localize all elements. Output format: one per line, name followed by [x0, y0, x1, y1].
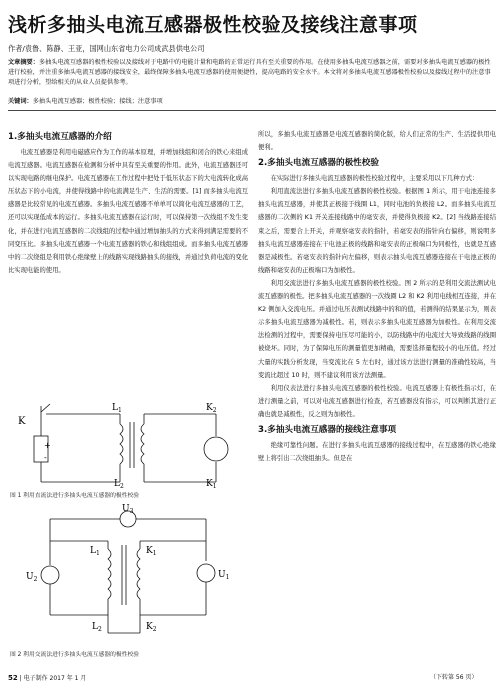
keywords-label: 关键词：	[8, 98, 33, 105]
label-u1: $U_1$	[218, 570, 230, 581]
paragraph-continued: 所以，多抽头电流互感器是电流互感器的简化版，给人们正常的生产、生活提供用电便利。	[258, 131, 496, 152]
section-heading-3: 3.多抽头电流互感器的接线注意事项	[258, 424, 397, 435]
left-column	[8, 128, 248, 277]
article-abstract	[8, 58, 496, 89]
label-minus: -	[44, 453, 47, 462]
figure-1-caption: 图 1 利用直流法进行多抽头电流互感器的极性校验	[10, 493, 140, 499]
article-authors: 作者/袁鲁、陈静、王亚，国网山东省电力公司成武县供电公司	[8, 44, 205, 53]
figure-1-diagram	[10, 402, 246, 490]
label-k1: $K_1$	[206, 479, 217, 490]
paragraph-ac-method: 利用交流法进行多抽头电流互感器的极性校验。图 2 所示的是利用交流法测试电流互感器的极性。把多抽头电流互感器的一次线圈 L2 和 K2 利用电线相互连接，并在 K2 侧加入交流电压。并通过电压表测试线路中的和的值，若测得的结果显示为，则表示多抽头电流互感器为减极性。若，则表示多抽头电流互感器为加极性。在利用交流法检测的过程中，需要保持电压尽可能的小，以防线路中的电流过大导致线路的线圈被烧坏。同时，为了保障电压的测量值更加精确，需要选择量程较小的电压值。经过大量的实践分析发现，当变流比在 5 左右时，通过该方法进行测量的准确性较高，当变流比超过 10 时，则不建议利用该方法测量。	[258, 279, 496, 379]
paragraph-intro: 电流互感器是利用电磁感应作为工作的基本原理，并增加线组和闭合的铁心来组成电流互感器。电流互感器在检测和分析中具有至关重要的作用。此外，电流互感器还可以实现电路的继电保护。电流互感器在工作过程中把处于低压状态下的大电流转化成高压状态下的小电流，并使得线路中的电流满足生产、生活的需要。[1] 而多抽头电流互感器是比较常见的电流互感器。多抽头电流互感器不单单可以简化电流互感器的工艺，还可以实现低成本的运行。多抽头电流互感器在运行时，可以保持第一次线组不发生变化，并在进行电流互感器的二次线组的过程中通过增加抽头的方式来得到满足需要的不同变压比。多抽头电流互感器一个电流互感器的铁心和线组组成。而多抽头电流互感器中的二次绕组是利用铁心绝缘壁上的线路实现线路抽头的接线，并通过负荷电流的变化比实现电能的使用。	[8, 149, 248, 274]
article-title: 浅析多抽头电流互感器极性校验及接线注意事项	[8, 14, 418, 36]
label-k2: $K_2$	[206, 403, 217, 414]
page-number: 52	[8, 674, 18, 682]
keywords-text: 多抽头电流互感器；极性校验；接线；注意事项	[32, 98, 163, 105]
section-heading-1: 1.多抽头电流互感器的介绍	[8, 132, 112, 142]
abstract-label: 文章摘要：	[8, 59, 39, 66]
paragraph-insulation: 绝缘可靠性问题。在进行多抽头电流互感器的接线过程中，在互感器的铁心绝缘壁上将引出二次绕组抽头。但是在	[258, 441, 496, 463]
switch-k-symbol	[41, 404, 50, 412]
paragraph-methods: 在实际进行多抽头电流互感器的极性校验过程中，主要采用以下几种方式：	[270, 175, 479, 183]
figure-2-caption: 图 2 利用交流法进行多抽头电流互感器的极性校验	[10, 652, 140, 658]
label-plus: +	[44, 441, 51, 450]
label-switch-k: K	[18, 416, 26, 427]
label-k1-fig2: $K_1$	[146, 546, 157, 557]
article-keywords	[8, 96, 163, 105]
section-heading-2: 2.多抽头电流互感器的极性校验	[258, 158, 379, 169]
milliammeter-symbol	[204, 437, 228, 461]
header-divider	[8, 110, 496, 111]
page-footer: 52 | 电子制作 2017 年 1 月	[8, 674, 87, 682]
label-l2: $L_2$	[114, 479, 124, 490]
label-u2: $U_2$	[26, 572, 38, 583]
abstract-text: 多抽头电流互感器的极性校验以及接线对于电路中的电能计量和电路的正常运行具有至关重要的作用。在使用多抽头电流互感器之前，需要对多抽头电流互感器的极性进行校验，并注重多抽头电流互感器的接线安全，最终保障多抽头电流互感器的使用便捷性，提高电路的安全水平。本文将对多抽头电流互感器极性校验以及接线过程中的注意事项进行分析，望给相关的从业人员提供参考。	[8, 59, 491, 87]
primary-coil-2	[108, 549, 111, 599]
continued-note: （下转第 56 页）	[430, 674, 478, 681]
journal-name: 电子制作	[23, 675, 48, 682]
secondary-coil-2	[137, 549, 140, 599]
label-u3: $U_3$	[122, 504, 134, 515]
label-l2-fig2: $L_2$	[92, 622, 102, 633]
label-l1: $L_1$	[112, 403, 122, 414]
paragraph-meter-method: 利用仪表法进行多抽头电流互感器的极性校验。电流互感器上有极性指示灯，在进行测量之前，可以对电流互感器进行检查，若互感器没有指示，可以判断其进行正确也就是减极性，反之则为加极性。	[258, 384, 496, 418]
label-k2-fig2: $K_2$	[146, 622, 157, 633]
voltmeter-u1-symbol	[197, 564, 215, 582]
secondary-coil	[141, 424, 144, 464]
primary-coil	[120, 424, 123, 464]
right-column	[258, 128, 496, 465]
paragraph-dc-method: 利用直流法进行多抽头电流互感器的极性校验。根据图 1 所示，用干电池连接多抽头电流互感器，并使其正极接于线圈 L1，同时电池的负极接 L2。而多抽头电流互感器的二次侧的 K1 开关连接线路中的毫安表，并使得负极接 K2。[2] 当线路连接结束之后，需要合上开关，并观察毫安表的指针，若毫安表的指针向右偏移，则说明多抽头电流互感器连接在干电池正极的线路和毫安表的正极端口为同极性，也就是互感器是减极性。若毫安表的指针向左偏移，则表示抽头电流互感器连接在干电池正极的线路和毫安表的正极端口为加极性。	[258, 188, 496, 274]
voltmeter-u2-symbol	[41, 566, 59, 584]
figure-2-diagram	[10, 505, 246, 645]
issue-date: 2017 年 1 月	[49, 675, 87, 682]
label-l1-fig2: $L_1$	[90, 546, 100, 557]
